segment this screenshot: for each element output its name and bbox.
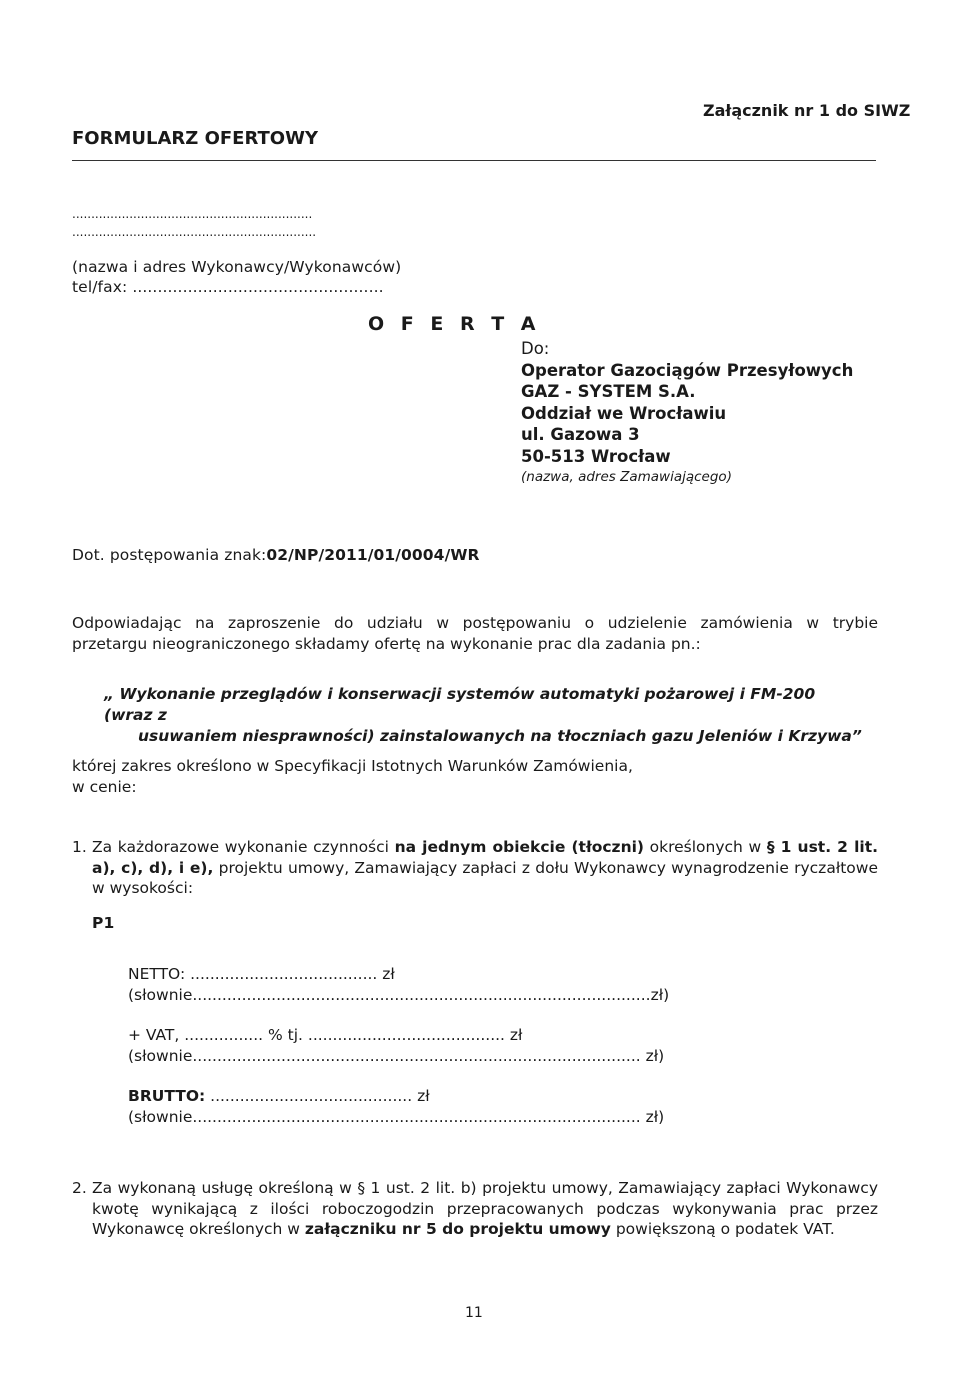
offer-title: O F E R T A — [368, 313, 541, 335]
recipient-line-3: Oddział we Wrocławiu — [521, 403, 727, 423]
brutto-field[interactable]: BRUTTO: ......................................... zł — [128, 1087, 430, 1105]
form-title: FORMULARZ OFERTOWY — [72, 128, 318, 149]
header-divider — [72, 160, 876, 161]
item-1-text: Za każdorazowe wykonanie czynności na jednym obiekcie (tłoczni) określonych w § 1 ust. 2 lit. a), c), d), i e), projektu umowy, Zamawiający zapłaci z dołu Wykonawcy wynagrodzenie ryczałtowe w wysokości: — [92, 838, 878, 897]
item-2-number: 2. — [72, 1179, 87, 1197]
item-1-number: 1. — [72, 838, 87, 856]
recipient-line-1: Operator Gazociągów Przesyłowych — [521, 360, 854, 380]
item-2-text: Za wykonaną usługę określoną w § 1 ust. 2 lit. b) projektu umowy, Zamawiający zapłaci Wykonawcy kwotę wynikającą z ilości roboczogodzin przepracowanych podczas wykonywania prac przez Wykonawcę określonych w załączniku nr 5 do projektu umowy powiększoną o podatek VAT. — [92, 1179, 878, 1238]
annex-label: Załącznik nr 1 do SIWZ — [703, 101, 911, 120]
contract-subject — [104, 684, 864, 747]
contractor-name-line: ............................................................... — [72, 207, 313, 221]
recipient-block — [521, 338, 853, 489]
subject-line-1: „ Wykonanie przeglądów i konserwacji systemów automatyki pożarowej i FM-200 (wraz z — [104, 685, 816, 724]
intro-paragraph — [72, 613, 878, 655]
pricing-netto — [128, 964, 669, 1006]
price-item-2 — [72, 1178, 878, 1240]
brutto-label: BRUTTO: — [128, 1087, 206, 1105]
scope-line-1: której zakres określono w Specyfikacji Istotnych Warunków Zamówienia, — [72, 757, 633, 775]
price-code-p1: P1 — [92, 914, 115, 932]
scope-line-2: w cenie: — [72, 778, 137, 796]
reference-label: Dot. postępowania znak: — [72, 546, 267, 564]
contractor-phone-line: tel/fax: .................................................. — [72, 278, 384, 296]
pricing-vat — [128, 1025, 664, 1067]
recipient-line-5: 50-513 Wrocław — [521, 446, 671, 466]
scope-paragraph — [72, 756, 878, 798]
vat-field[interactable]: + VAT, ................ % tj. ........................................ zł — [128, 1026, 523, 1044]
recipient-line-2: GAZ - SYSTEM S.A. — [521, 382, 696, 401]
reference-number: 02/NP/2011/01/0004/WR — [266, 546, 480, 564]
contractor-address-line: ................................................................ — [72, 225, 317, 239]
recipient-line-4: ul. Gazowa 3 — [521, 425, 640, 444]
subject-line-2: usuwaniem niesprawności) zainstalowanych na tłoczniach gazu Jeleniów i Krzywa” — [138, 727, 862, 745]
contractor-name-caption: (nazwa i adres Wykonawcy/Wykonawców) — [72, 258, 402, 276]
pricing-brutto — [128, 1086, 664, 1128]
intro-line-1: Odpowiadając na zaproszenie do udziału w postępowaniu o udzielenie zamówienia w trybie — [72, 614, 878, 632]
recipient-caption: (nazwa, adres Zamawiającego) — [521, 469, 732, 485]
netto-field[interactable]: NETTO: ...................................... zł — [128, 965, 395, 983]
page-number: 11 — [465, 1305, 483, 1321]
brutto-words-field[interactable]: (słownie........................................................................................... zł) — [128, 1108, 665, 1126]
reference-line — [72, 546, 480, 564]
recipient-to: Do: — [521, 339, 550, 358]
price-item-1 — [72, 837, 878, 899]
netto-words-field[interactable]: (słownie.............................................................................................zł) — [128, 986, 670, 1004]
intro-line-2: przetargu nieograniczonego składamy ofertę na wykonanie prac dla zadania pn.: — [72, 635, 701, 653]
vat-words-field[interactable]: (słownie........................................................................................... zł) — [128, 1047, 665, 1065]
